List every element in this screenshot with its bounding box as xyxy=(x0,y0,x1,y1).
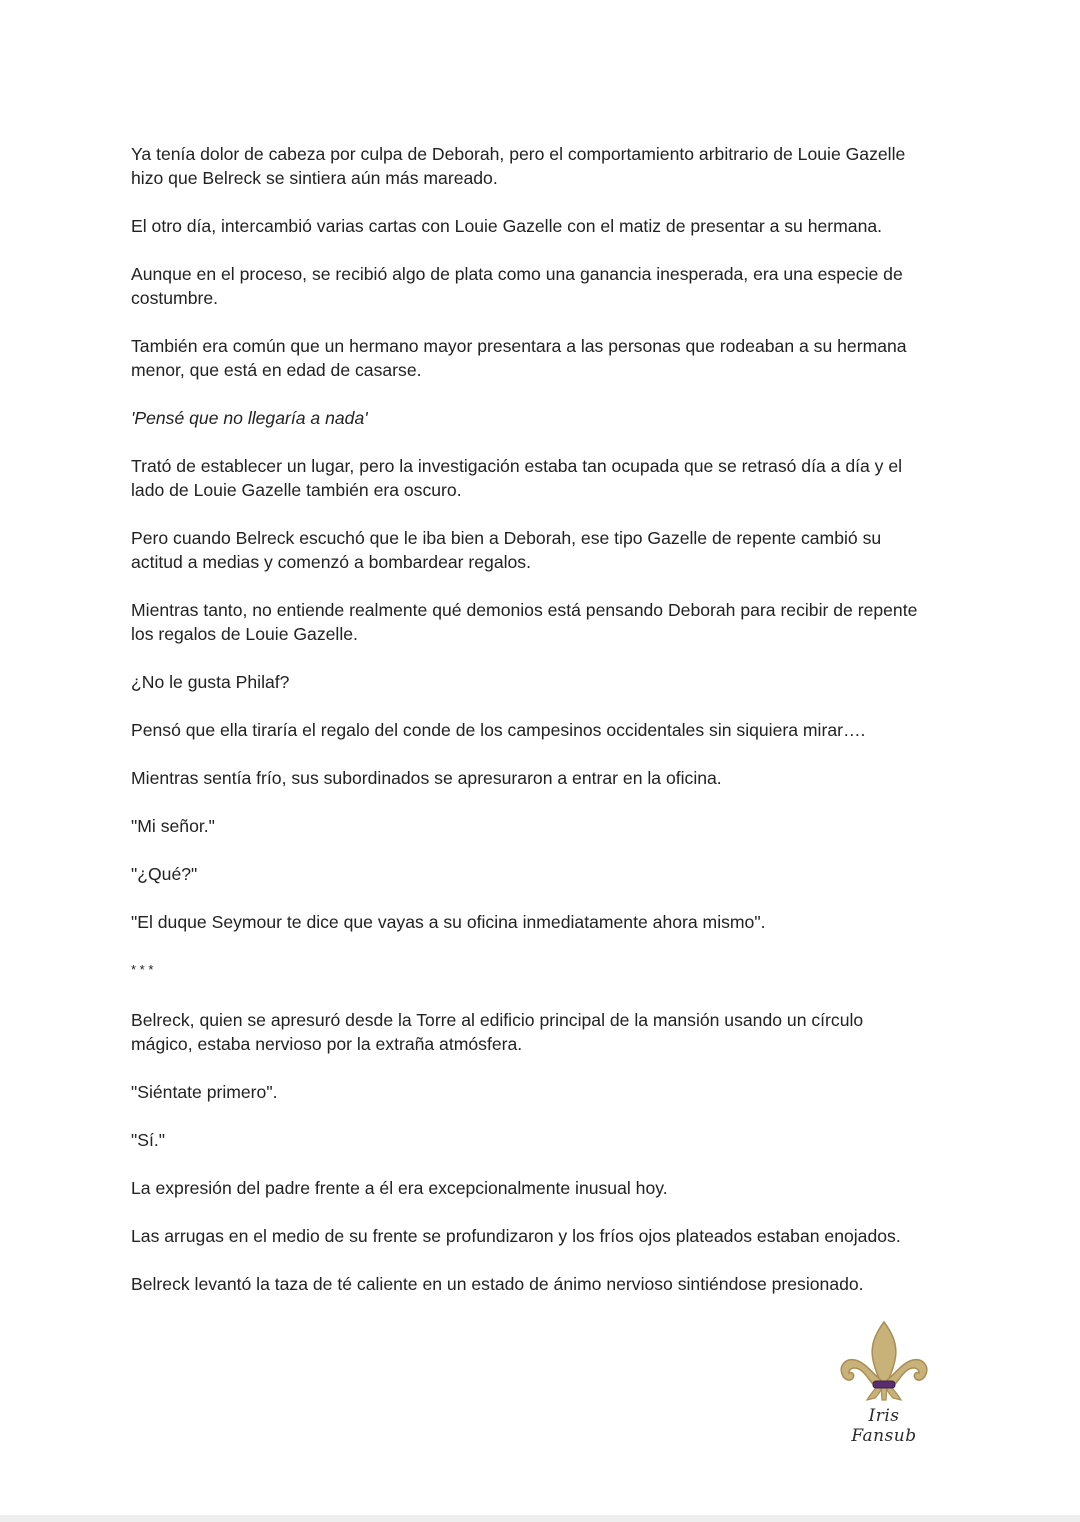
paragraph-thought: 'Pensé que no llegaría a nada' xyxy=(131,408,368,428)
dialogue-line: "Mi señor." xyxy=(131,816,215,836)
paragraph: Ya tenía dolor de cabeza por culpa de Deborah, pero el comportamiento arbitrario de Louie Gazelle hizo que Belreck se sintiera aún más mareado. xyxy=(131,144,906,188)
paragraph: Belreck levantó la taza de té caliente en un estado de ánimo nervioso sintiéndose presionado. xyxy=(131,1274,864,1294)
page-bottom-edge xyxy=(0,1515,1080,1522)
paragraph: Mientras sentía frío, sus subordinados se apresuraron a entrar en la oficina. xyxy=(131,768,722,788)
iris-fansub-logo xyxy=(834,1320,934,1446)
dialogue-line: "¿Qué?" xyxy=(131,864,198,884)
paragraph: Belreck, quien se apresuró desde la Torre al edificio principal de la mansión usando un círculo mágico, estaba nervioso por la extraña atmósfera. xyxy=(131,1010,864,1054)
dialogue-line: "Sí." xyxy=(131,1130,166,1150)
paragraph: Trató de establecer un lugar, pero la investigación estaba tan ocupada que se retrasó día a día y el lado de Louie Gazelle también era oscuro. xyxy=(131,456,903,500)
paragraph: Pensó que ella tiraría el regalo del conde de los campesinos occidentales sin siquiera mirar…. xyxy=(131,720,866,740)
scene-separator: * * * xyxy=(131,962,154,977)
paragraph: Pero cuando Belreck escuchó que le iba bien a Deborah, ese tipo Gazelle de repente cambió su actitud a medias y comenzó a bombardear regalos. xyxy=(131,528,882,572)
logo-text: Iris Fansub xyxy=(851,1406,917,1446)
document-body xyxy=(131,142,961,1320)
paragraph: También era común que un hermano mayor presentara a las personas que rodeaban a su hermana menor, que está en edad de casarse. xyxy=(131,336,907,380)
dialogue-line: "Siéntate primero". xyxy=(131,1082,278,1102)
paragraph: Las arrugas en el medio de su frente se profundizaron y los fríos ojos plateados estaban enojados. xyxy=(131,1226,901,1246)
paragraph: ¿No le gusta Philaf? xyxy=(131,672,290,692)
paragraph: El otro día, intercambió varias cartas con Louie Gazelle con el matiz de presentar a su hermana. xyxy=(131,216,883,236)
paragraph: La expresión del padre frente a él era excepcionalmente inusual hoy. xyxy=(131,1178,668,1198)
paragraph: Aunque en el proceso, se recibió algo de plata como una ganancia inesperada, era una especie de costumbre. xyxy=(131,264,903,308)
dialogue-line: "El duque Seymour te dice que vayas a su oficina inmediatamente ahora mismo". xyxy=(131,912,766,932)
fleur-de-lis-icon xyxy=(837,1320,931,1402)
paragraph: Mientras tanto, no entiende realmente qué demonios está pensando Deborah para recibir de repente los regalos de Louie Gazelle. xyxy=(131,600,918,644)
